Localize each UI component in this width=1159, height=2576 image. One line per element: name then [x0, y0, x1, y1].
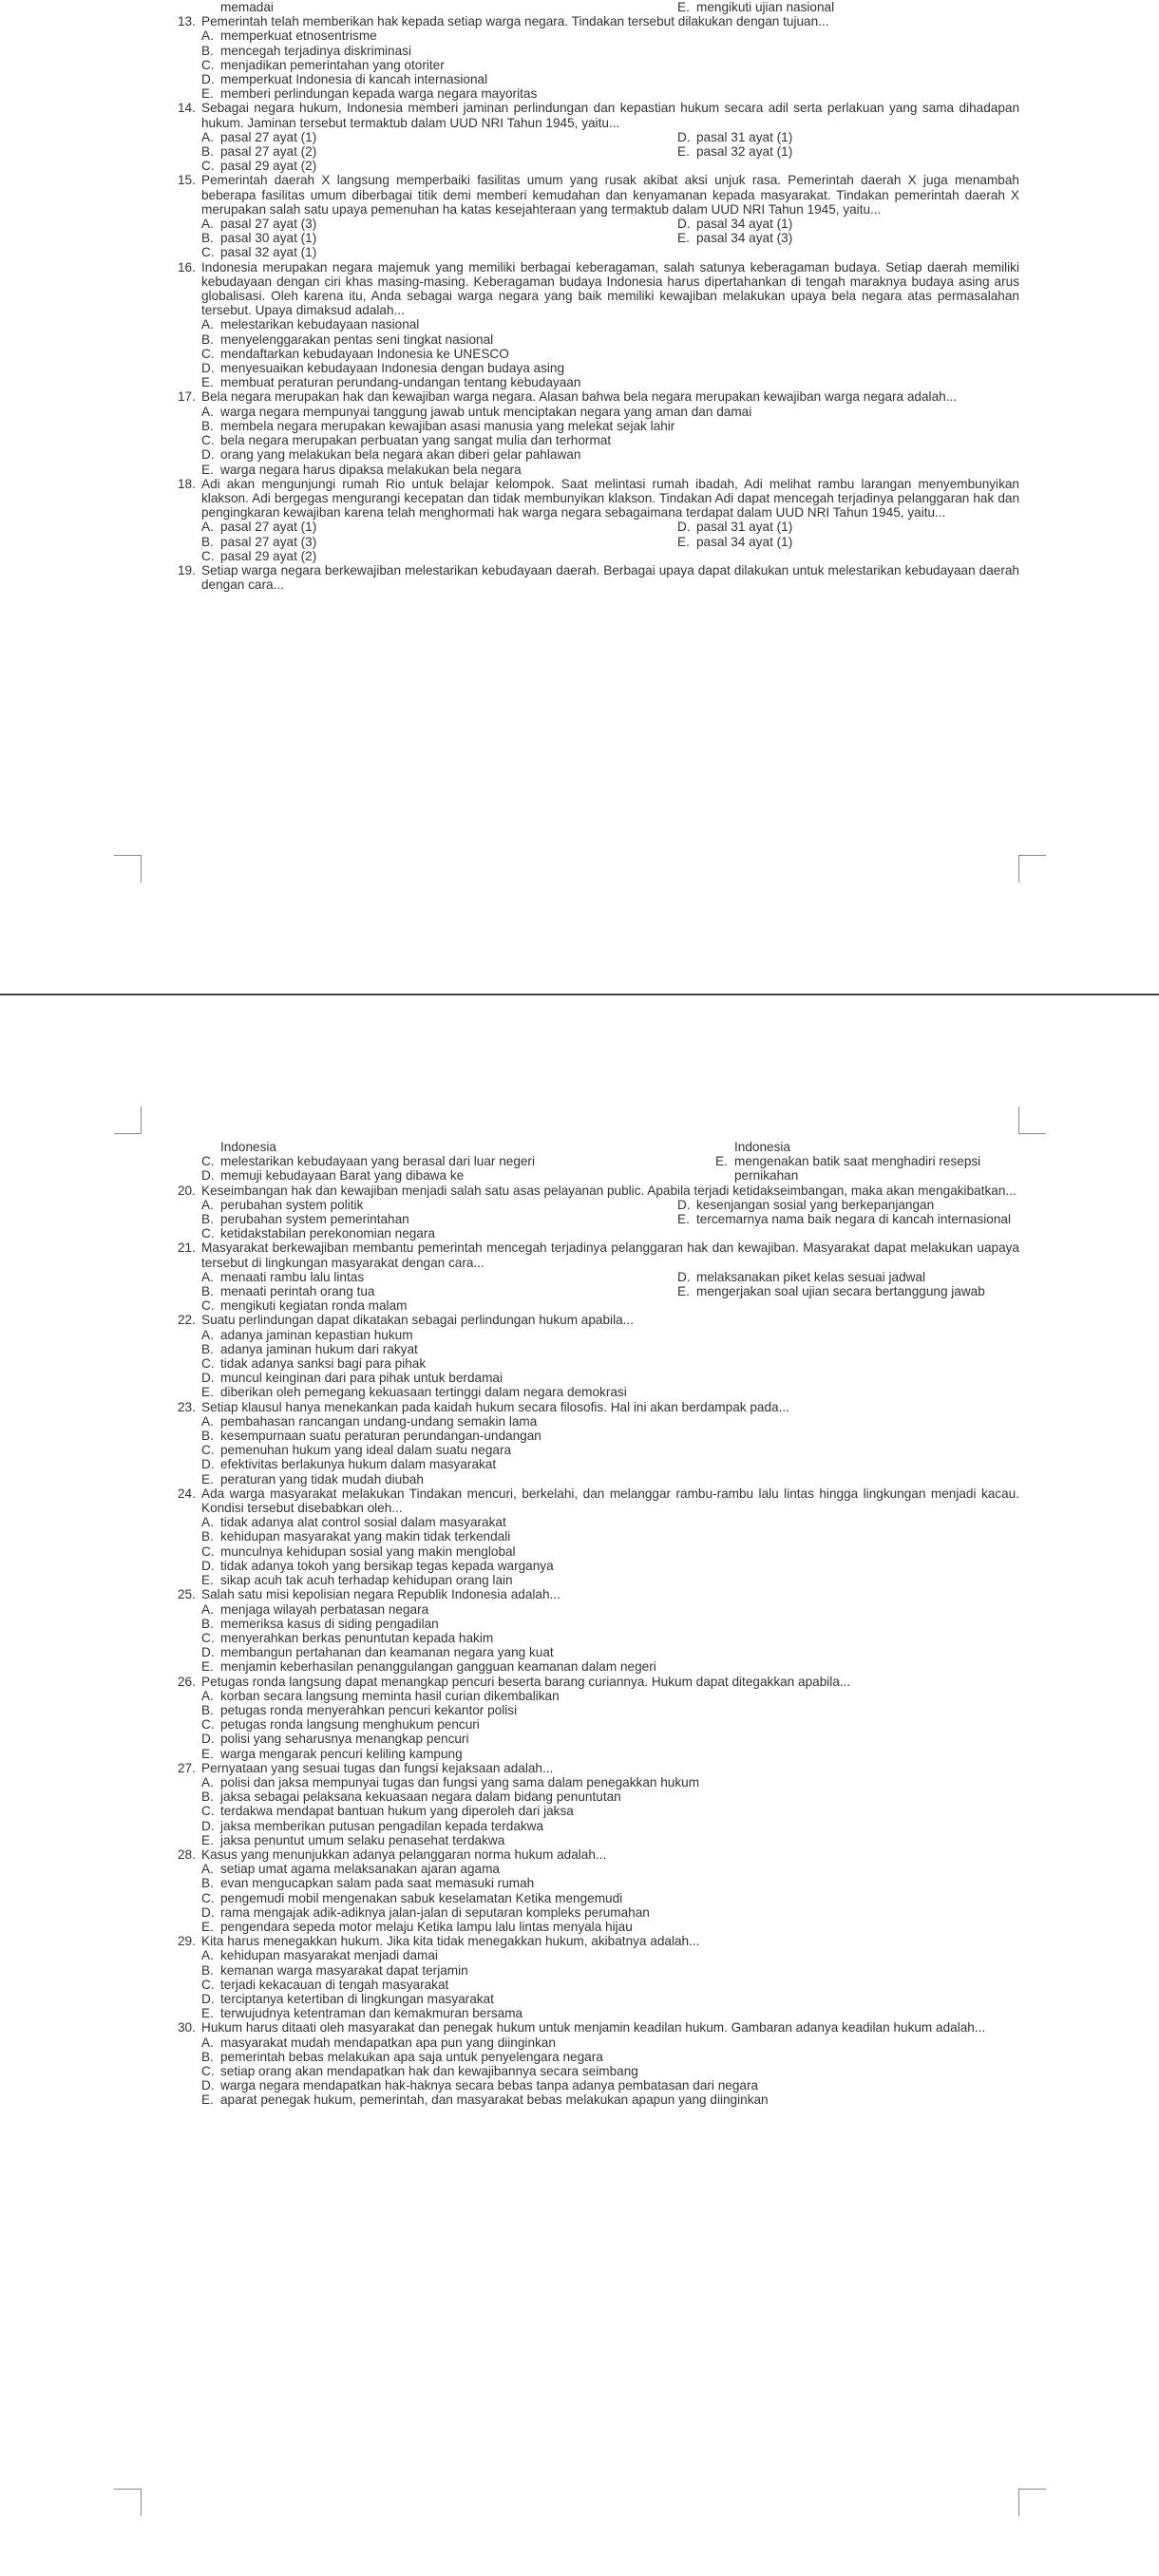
- crop-mark: [1018, 1107, 1046, 1134]
- question-23: 23. Setiap klausul hanya menekankan pada kaidah hukum secara filosofis. Hal ini akan berdampak pada...: [178, 1400, 1019, 1414]
- option: C. pasal 29 ayat (2): [201, 548, 317, 563]
- option: E. membuat peraturan perundang-undangan tentang kebudayaan: [201, 375, 581, 390]
- option: E. pasal 34 ayat (1): [677, 534, 793, 549]
- question-17: 17. Bela negara merupakan hak dan kewajiban warga negara. Alasan bahwa bela negara merupakan kewajiban warga negara adalah...: [178, 389, 1019, 404]
- option: B. adanya jaminan hukum dari rakyat: [201, 1341, 418, 1356]
- question-16: 16. Indonesia merupakan negara majemuk yang memiliki berbagai keberagaman, salah satunya keberagaman budaya. Setiap daerah memiliki kebudayaan dengan ciri khas masing-masing. Keberagaman budaya Indonesia harus dipertahankan di tengah maraknya budaya asing arus globalisasi. Oleh karena itu, Anda sebagai warga negara yang baik memiliki kewajiban melakukan upaya bela negara atas permasalahan tersebut. Upaya dimaksud adalah...: [178, 259, 1019, 318]
- question-text: Suatu perlindungan dapat dikatakan sebagai perlindungan hukum apabila...: [201, 1313, 634, 1328]
- page-divider: [0, 994, 1159, 995]
- option: C. mengikuti kegiatan ronda malam: [201, 1298, 408, 1314]
- options-28: [201, 1862, 1019, 1934]
- question-text: Setiap warga negara berkewajiban melestarikan kebudayaan daerah. Berbagai upaya dapat dilakukan untuk melestarikan kebudayaan daerah dengan cara...: [201, 562, 1019, 593]
- option: B. kemanan warga masyarakat dapat terjamin: [201, 1962, 468, 1978]
- option: A. polisi dan jaksa mempunyai tugas dan fungsi yang sama dalam penegakkan hukum: [201, 1774, 700, 1790]
- option: D. memuji kebudayaan Barat yang dibawa ke: [201, 1168, 465, 1184]
- fragment-right: mengikuti ujian nasional: [696, 0, 835, 14]
- option: D. orang yang melakukan bela negara akan diberi gelar pahlawan: [201, 447, 581, 463]
- questions-19-30: [178, 1140, 1019, 2108]
- option: C. setiap orang akan mendapatkan hak dan kewajibannya secara seimbang: [201, 2064, 638, 2078]
- question-text: Sebagai negara hukum, Indonesia memberi jaminan perlindungan dan kepastian hukum secara adil serta perlakuan yang sama dihadapan hukum. Jaminan tersebut termaktub dalam UUD NRI Tahun 1945, yaitu...: [201, 101, 1019, 130]
- question-13: 13. Pemerintah telah memberikan hak kepada setiap warga negara. Tindakan tersebut dilakukan dengan tujuan...: [178, 14, 1019, 28]
- option: C. menjadikan pemerintahan yang otoriter: [201, 57, 445, 72]
- option: C. melestarikan kebudayaan yang berasal dari luar negeri: [201, 1154, 535, 1169]
- options-23: [201, 1414, 1019, 1487]
- option: A. pasal 27 ayat (1): [201, 129, 317, 144]
- question-19: 19. Setiap warga negara berkewajiban melestarikan kebudayaan daerah. Berbagai upaya dapat dilakukan untuk melestarikan kebudayaan daerah dengan cara...: [178, 562, 1019, 593]
- options-19: Indonesia C. melestarikan kebudayaan yang berasal dari luar negeri D. memuji kebudayaan Barat yang dibawa ke Indonesia E. mengenakan batik saat menghadiri resepsi pernikahan: [201, 1140, 1019, 1184]
- option: D. terciptanya ketertiban di lingkungan masyarakat: [201, 1991, 494, 2006]
- options-26: [201, 1689, 1019, 1761]
- question-text: Setiap klausul hanya menekankan pada kaidah hukum secara filosofis. Hal ini akan berdampak pada...: [201, 1399, 789, 1414]
- question-21: 21. Masyarakat berkewajiban membantu pemerintah mencegah terjadinya pelanggaran hak dan kewajiban. Masyarakat dapat melakukan uapaya tersebut di lingkungan masyarakat dengan cara...: [178, 1241, 1019, 1270]
- options-13: [201, 28, 1019, 101]
- question-text: Pemerintah telah memberikan hak kepada setiap warga negara. Tindakan tersebut dilakukan dengan tujuan...: [201, 14, 829, 29]
- options-24: [201, 1515, 1019, 1587]
- option: B. pasal 27 ayat (3): [201, 534, 317, 549]
- crop-mark: [114, 1107, 142, 1134]
- options-15: [201, 217, 1019, 260]
- options-29: [201, 1948, 1019, 2020]
- option: B. mencegah terjadinya diskriminasi: [201, 43, 411, 58]
- question-text: Pemerintah daerah X langsung memperbaiki fasilitas umum yang rusak akibat aksi unjuk rasa. Pemerintah daerah X juga menambah beberapa fasilitas umum diberbagai titik demi memberi kemudahan dan kenyamanan kepada masyarakat. Tindakan pemerintah daerah X merupakan salah satu upaya pemenuhan ha katas kesejahteraan yang termaktub dalam UUD NRI Tahun 1945, yaitu...: [201, 173, 1019, 217]
- question-25: 25. Salah satu misi kepolisian negara Republik Indonesia adalah...: [178, 1587, 1019, 1601]
- option: D. pasal 31 ayat (1): [677, 520, 793, 535]
- option: C. terdakwa mendapat bantuan hukum yang diperoleh dari jaksa: [201, 1804, 574, 1819]
- option: B. menaati perintah orang tua: [201, 1284, 375, 1299]
- question-28: 28. Kasus yang menunjukkan adanya pelanggaran norma hukum adalah...: [178, 1847, 1019, 1862]
- options-25: [201, 1602, 1019, 1675]
- option: E. diberikan oleh pemegang kekuasaan tertinggi dalam negara demokrasi: [201, 1385, 627, 1400]
- option: B. jaksa sebagai pelaksana kekuasaan negara dalam bidang penuntutan: [201, 1790, 621, 1805]
- option: E. terwujudnya ketentraman dan kemakmuran bersama: [201, 2006, 523, 2021]
- option: B. kesempurnaan suatu peraturan perundangan-undangan: [201, 1429, 542, 1444]
- option: B. pasal 27 ayat (2): [201, 144, 317, 160]
- question-text: Adi akan mengunjungi rumah Rio untuk belajar kelompok. Saat melintasi rumah ibadah, Adi melihat rambu larangan menyembunyikan klakson. Adi bergegas mengurangi kecepatan dan tidak membunyikan klakson. Tindakan Adi dapat mencegah terjadinya pelanggaran hak dan pengingkaran kewajiban karena telah menghormati hak warga negara sebagaimana terdapat dalam UUD NRI Tahun 1945, yaitu...: [201, 476, 1019, 521]
- option: E. pasal 34 ayat (3): [677, 231, 793, 246]
- option: E. peraturan yang tidak mudah diubah: [201, 1471, 424, 1487]
- option: E. aparat penegak hukum, pemerintah, dan masyarakat bebas melakukan apapun yang diinginkan: [201, 2093, 769, 2108]
- option: A. kehidupan masyarakat menjadi damai: [201, 1948, 438, 1963]
- option: E. warga negara harus dipaksa melakukan bela negara: [201, 462, 522, 477]
- option: E. sikap acuh tak acuh terhadap kehidupan orang lain: [201, 1573, 513, 1588]
- options-22: [201, 1328, 1019, 1400]
- option: E. warga mengarak pencuri keliling kampung: [201, 1746, 463, 1761]
- option: E. pasal 32 ayat (1): [677, 144, 793, 160]
- crop-mark: [1018, 2489, 1046, 2516]
- option: A. pasal 27 ayat (1): [201, 520, 317, 535]
- option: A. menjaga wilayah perbatasan negara: [201, 1601, 429, 1617]
- option: C. pemenuhan hukum yang ideal dalam suatu negara: [201, 1443, 512, 1458]
- questions-13-19: [178, 0, 1019, 592]
- option: E. tercemarnya nama baik negara di kancah internasional: [677, 1212, 1011, 1227]
- option: A. masyarakat mudah mendapatkan apa pun yang diinginkan: [201, 2035, 556, 2050]
- option: C. menyerahkan berkas penuntutan kepada hakim: [201, 1630, 494, 1645]
- option: B. membela negara merupakan kewajiban asasi manusia yang melekat sejak lahir: [201, 418, 675, 433]
- question-text: Keseimbangan hak dan kewajiban menjadi salah satu asas pelayanan public. Apabila terjadi ketidakseimbangan, maka akan mengakibatkan...: [201, 1183, 1016, 1198]
- option: D. tidak adanya tokoh yang bersikap tegas kepada warganya: [201, 1558, 554, 1573]
- question-15: 15. Pemerintah daerah X langsung memperbaiki fasilitas umum yang rusak akibat aksi unjuk rasa. Pemerintah daerah X juga menambah beberapa fasilitas umum diberbagai titik demi memberi kemudahan dan kenyamanan kepada masyarakat. Tindakan pemerintah daerah X merupakan salah satu upaya pemenuhan ha katas kesejahteraan yang termaktub dalam UUD NRI Tahun 1945, yaitu...: [178, 173, 1019, 217]
- options-16: [201, 317, 1019, 389]
- crop-mark: [114, 2489, 142, 2516]
- question-18: 18. Adi akan mengunjungi rumah Rio untuk belajar kelompok. Saat melintasi rumah ibadah, Adi melihat rambu larangan menyembunyikan klakson. Adi bergegas mengurangi kecepatan dan tidak membunyikan klakson. Tindakan Adi dapat mencegah terjadinya pelanggaran hak dan pengingkaran kewajiban karena telah menghormati hak warga negara sebagaimana terdapat dalam UUD NRI Tahun 1945, yaitu...: [178, 476, 1019, 521]
- question-20: 20. Keseimbangan hak dan kewajiban menjadi salah satu asas pelayanan public. Apabila terjadi ketidakseimbangan, maka akan mengakibatkan...: [178, 1184, 1019, 1198]
- fragment-left: memadai: [220, 0, 274, 14]
- question-text: Petugas ronda langsung dapat menangkap pencuri beserta barang curiannya. Hukum dapat ditegakkan apabila...: [201, 1674, 851, 1689]
- option: A. adanya jaminan kepastian hukum: [201, 1327, 413, 1342]
- option: B. pemerintah bebas melakukan apa saja untuk penyelengara negara: [201, 2049, 603, 2064]
- option: C. pengemudi mobil mengenakan sabuk keselamatan Ketika mengemudi: [201, 1890, 623, 1905]
- option: D. kesenjangan sosial yang berkepanjangan: [677, 1197, 935, 1212]
- question-29: 29. Kita harus menegakkan hukum. Jika kita tidak menegakkan hukum, akibatnya adalah...: [178, 1934, 1019, 1948]
- question-text: Kasus yang menunjukkan adanya pelanggaran norma hukum adalah...: [201, 1847, 607, 1862]
- fragment-letter: E.: [677, 0, 690, 14]
- question-text: Kita harus menegakkan hukum. Jika kita tidak menegakkan hukum, akibatnya adalah...: [201, 1934, 700, 1949]
- option: C. pasal 29 ayat (2): [201, 159, 317, 174]
- question-30: 30. Hukum harus ditaati oleh masyarakat dan penegak hukum untuk menjamin keadilan hukum. Gambaran adanya keadilan hukum adalah...: [178, 2020, 1019, 2035]
- option: D. efektivitas berlakunya hukum dalam masyarakat: [201, 1457, 497, 1472]
- options-21: [201, 1270, 1019, 1314]
- option: C. bela negara merupakan perbuatan yang sangat mulia dan terhormat: [201, 433, 612, 448]
- option: A. pembahasan rancangan undang-undang semakin lama: [201, 1413, 538, 1429]
- option: B. memeriksa kasus di siding pengadilan: [201, 1616, 439, 1631]
- option: A. warga negara mempunyai tanggung jawab untuk menciptakan negara yang aman dan damai: [201, 404, 752, 419]
- options-27: [201, 1775, 1019, 1847]
- option: C. munculnya kehidupan sosial yang makin menglobal: [201, 1544, 516, 1559]
- option: A. korban secara langsung meminta hasil curian dikembalikan: [201, 1688, 560, 1703]
- crop-mark: [114, 855, 142, 882]
- option: E. mengenakan batik saat menghadiri resepsi pernikahan: [715, 1154, 981, 1184]
- page-upper: [0, 0, 1159, 997]
- option: E. jaksa penuntut umum selaku penasehat terdakwa: [201, 1832, 505, 1847]
- question-text: Indonesia merupakan negara majemuk yang memiliki berbagai keberagaman, salah satunya keberagaman budaya. Setiap daerah memiliki kebudayaan dengan ciri khas masing-masing. Keberagaman budaya Indonesia harus dipertahankan di tengah maraknya budaya asing arus globalisasi. Oleh karena itu, Anda sebagai warga negara yang baik memiliki kewajiban melakukan upaya bela negara atas permasalahan tersebut. Upaya dimaksud adalah...: [201, 259, 1019, 318]
- option: D. jaksa memberikan putusan pengadilan kepada terdakwa: [201, 1818, 544, 1833]
- question-14: 14. Sebagai negara hukum, Indonesia memberi jaminan perlindungan dan kepastian hukum secara adil serta perlakuan yang sama dihadapan hukum. Jaminan tersebut termaktub dalam UUD NRI Tahun 1945, yaitu...: [178, 101, 1019, 130]
- option: B. evan mengucapkan salam pada saat memasuki rumah: [201, 1876, 535, 1891]
- option: D. menyesuaikan kebudayaan Indonesia dengan budaya asing: [201, 361, 565, 376]
- question-text: Hukum harus ditaati oleh masyarakat dan penegak hukum untuk menjamin keadilan hukum. Gambaran adanya keadilan hukum adalah...: [201, 2020, 986, 2036]
- question-text: Ada warga masyarakat melakukan Tindakan mencuri, berkelahi, dan melanggar rambu-rambu lalu lintas hingga lingkungan menjadi kacau. Kondisi tersebut disebabkan oleh...: [201, 1486, 1019, 1516]
- option: A. melestarikan kebudayaan nasional: [201, 317, 420, 332]
- option: A. perubahan system politik: [201, 1197, 364, 1212]
- option: A. tidak adanya alat control sosial dalam masyarakat: [201, 1515, 506, 1530]
- option: D. rama mengajak adik-adiknya jalan-jalan di seputaran kompleks perumahan: [201, 1904, 650, 1920]
- option: D. muncul keinginan dari para pihak untuk berdamai: [201, 1371, 503, 1386]
- options-18: [201, 520, 1019, 563]
- option: C. mendaftarkan kebudayaan Indonesia ke UNESCO: [201, 346, 509, 361]
- options-14: [201, 130, 1019, 174]
- option: D. pasal 34 ayat (1): [677, 217, 793, 232]
- option: D. pasal 31 ayat (1): [677, 129, 793, 144]
- option: C. pasal 32 ayat (1): [201, 245, 317, 260]
- option: B. perubahan system pemerintahan: [201, 1212, 409, 1227]
- options-17: [201, 405, 1019, 477]
- option: A. pasal 27 ayat (3): [201, 217, 317, 232]
- top-fragment: [178, 0, 1019, 14]
- option: D. melaksanakan piket kelas sesuai jadwal: [677, 1269, 926, 1284]
- question-24: 24. Ada warga masyarakat melakukan Tindakan mencuri, berkelahi, dan melanggar rambu-rambu lalu lintas hingga lingkungan menjadi kacau. Kondisi tersebut disebabkan oleh...: [178, 1486, 1019, 1516]
- option: C. petugas ronda langsung menghukum pencuri: [201, 1717, 480, 1733]
- option: E. pengendara sepeda motor melaju Ketika lampu lalu lintas menyala hijau: [201, 1919, 633, 1934]
- option: B. petugas ronda menyerahkan pencuri kekantor polisi: [201, 1702, 518, 1717]
- question-26: 26. Petugas ronda langsung dapat menangkap pencuri beserta barang curiannya. Hukum dapat ditegakkan apabila...: [178, 1675, 1019, 1689]
- option: C. tidak adanya sanksi bagi para pihak: [201, 1356, 427, 1372]
- option: C. terjadi kekacauan di tengah masyarakat: [201, 1977, 449, 1992]
- question-27: 27. Pernyataan yang sesuai tugas dan fungsi kejaksaan adalah...: [178, 1761, 1019, 1775]
- question-text: Salah satu misi kepolisian negara Republik Indonesia adalah...: [201, 1587, 560, 1602]
- option: B. pasal 30 ayat (1): [201, 231, 317, 246]
- question-text: Pernyataan yang sesuai tugas dan fungsi kejaksaan adalah...: [201, 1760, 554, 1775]
- option: A. menaati rambu lalu lintas: [201, 1269, 365, 1284]
- option: C. ketidakstabilan perekonomian negara: [201, 1226, 435, 1241]
- option: E. memberi perlindungan kepada warga negara mayoritas: [201, 86, 538, 102]
- option: A. setiap umat agama melaksanakan ajaran agama: [201, 1862, 500, 1877]
- option: B. menyelenggarakan pentas seni tingkat nasional: [201, 331, 494, 347]
- page-lower: [0, 1107, 1159, 2576]
- options-30: [201, 2036, 1019, 2108]
- option: D. membangun pertahanan dan keamanan negara yang kuat: [201, 1645, 554, 1660]
- question-text: Masyarakat berkewajiban membantu pemerintah mencegah terjadinya pelanggaran hak dan kewajiban. Masyarakat dapat melakukan uapaya tersebut di lingkungan masyarakat dengan cara...: [201, 1241, 1019, 1270]
- option: D. warga negara mendapatkan hak-haknya secara bebas tanpa adanya pembatasan dari negara: [201, 2078, 759, 2093]
- option: A. memperkuat etnosentrisme: [201, 28, 377, 44]
- option: E. mengerjakan soal ujian secara bertanggung jawab: [677, 1284, 985, 1299]
- option: E. menjamin keberhasilan penanggulangan gangguan keamanan dalam negeri: [201, 1659, 656, 1675]
- option: B. kehidupan masyarakat yang makin tidak terkendali: [201, 1529, 511, 1544]
- question-22: 22. Suatu perlindungan dapat dikatakan sebagai perlindungan hukum apabila...: [178, 1313, 1019, 1327]
- crop-mark: [1018, 855, 1046, 882]
- option: D. polisi yang seharusnya menangkap pencuri: [201, 1732, 469, 1747]
- question-text: Bela negara merupakan hak dan kewajiban warga negara. Alasan bahwa bela negara merupakan kewajiban warga negara adalah...: [201, 389, 958, 405]
- options-20: [201, 1198, 1019, 1241]
- option: D. memperkuat Indonesia di kancah internasional: [201, 72, 488, 87]
